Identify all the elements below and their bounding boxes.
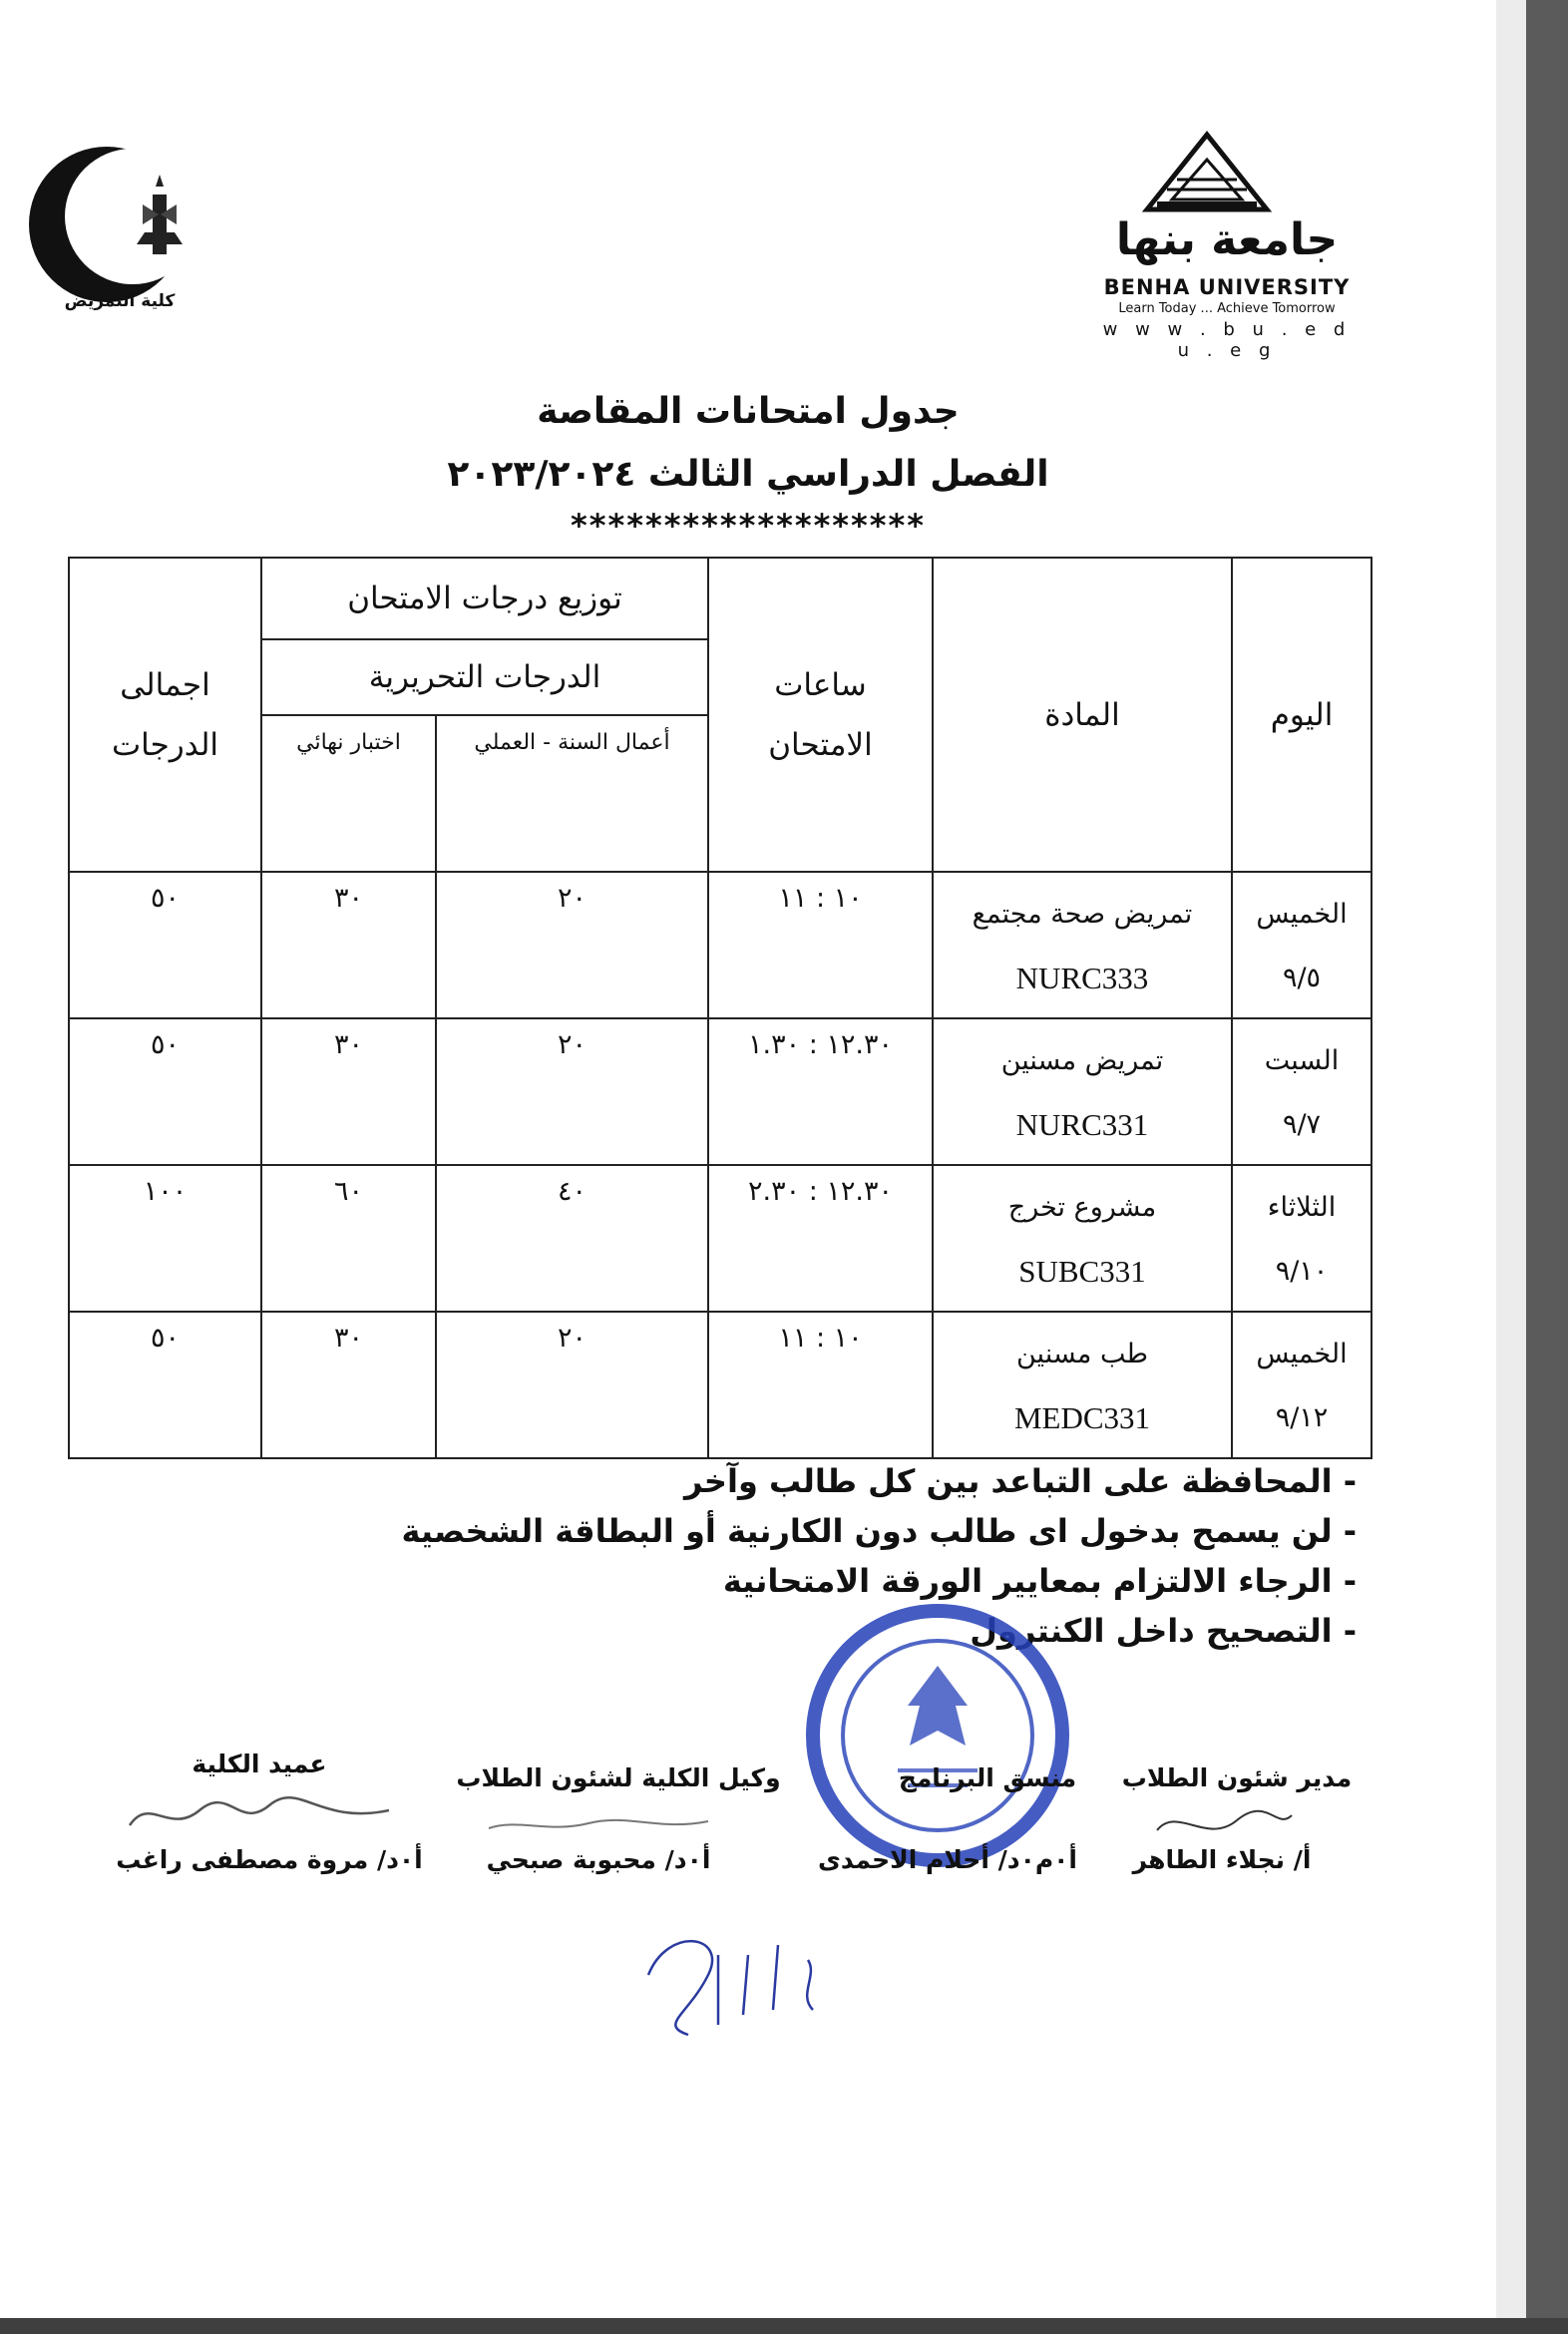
signature-title: مدير شئون الطلاب xyxy=(1121,1763,1353,1792)
signature-name: أ٠د/ محبوبة صبحي xyxy=(486,1845,711,1874)
cell-day xyxy=(1232,1312,1372,1458)
header-distribution: توزيع درجات الامتحان xyxy=(261,558,708,639)
cell-time: ١٠ : ١١ xyxy=(708,1312,933,1458)
day-name: الخميس xyxy=(1256,899,1348,930)
university-website: w w w . b u . e d u . e g xyxy=(1102,319,1352,361)
cell-subject xyxy=(933,1165,1232,1312)
instruction-item: - المحافظة على التباعد بين كل طالب وآخر xyxy=(684,1462,1357,1500)
header-hours-line1: ساعات xyxy=(774,666,867,703)
cell-subject xyxy=(933,1018,1232,1165)
header-exam-hours xyxy=(708,558,933,872)
page-title: جدول امتحانات المقاصة xyxy=(537,391,960,432)
header-year-work: أعمال السنة - العملي xyxy=(436,715,708,872)
header-total-line1: اجمالى xyxy=(120,666,210,703)
day-date: ٩/٧ xyxy=(1282,1109,1322,1140)
cell-day xyxy=(1232,1018,1372,1165)
university-motto: Learn Today ... Achieve Tomorrow xyxy=(1118,301,1336,316)
cell-final: ٦٠ xyxy=(261,1165,436,1312)
header-total-line2: الدرجات xyxy=(111,726,219,763)
table-row xyxy=(69,1165,1372,1312)
subject-name: تمريض مسنين xyxy=(1000,1045,1164,1076)
day-name: الثلاثاء xyxy=(1267,1192,1337,1223)
cell-final: ٣٠ xyxy=(261,1018,436,1165)
scan-margin xyxy=(1496,0,1526,2334)
cell-day xyxy=(1232,872,1372,1018)
handwritten-signature xyxy=(628,1915,838,2045)
header-written: الدرجات التحريرية xyxy=(261,639,708,715)
page-subtitle: الفصل الدراسي الثالث ٢٠٢٣/٢٠٢٤ xyxy=(447,454,1049,495)
handwritten-signature xyxy=(120,1785,399,1845)
subject-code: MEDC331 xyxy=(1013,1400,1151,1435)
cell-subject xyxy=(933,872,1232,1018)
header-total xyxy=(69,558,261,872)
header-subject: المادة xyxy=(933,558,1232,872)
scan-bottom-edge xyxy=(0,2318,1568,2334)
university-name-arabic: جامعة بنها xyxy=(1115,214,1339,265)
subject-name: تمريض صحة مجتمع xyxy=(972,899,1193,930)
cell-final: ٣٠ xyxy=(261,872,436,1018)
table-header-row xyxy=(69,558,1372,639)
faculty-caption: كلية التمريض xyxy=(64,291,176,311)
instruction-item: - التصحيح داخل الكنترول xyxy=(970,1612,1357,1650)
signature-name: أ٠م٠د/ أحلام الاحمدى xyxy=(817,1845,1077,1874)
cell-subject xyxy=(933,1312,1232,1458)
day-name: الخميس xyxy=(1256,1339,1348,1369)
title-stars: ******************* xyxy=(571,507,926,545)
cell-year-work: ٢٠ xyxy=(436,1018,708,1165)
scan-edge xyxy=(1526,0,1568,2334)
cell-total: ٥٠ xyxy=(69,1018,261,1165)
cell-time: ١٢.٣٠ : ٢.٣٠ xyxy=(708,1165,933,1312)
cell-total: ١٠٠ xyxy=(69,1165,261,1312)
signature-name: أ٠د/ مروة مصطفى راغب xyxy=(116,1845,423,1874)
header-final-exam: اختبار نهائي xyxy=(261,715,436,872)
subject-code: NURC333 xyxy=(1015,961,1149,995)
cell-day xyxy=(1232,1165,1372,1312)
subject-name: مشروع تخرج xyxy=(1007,1192,1157,1223)
cell-total: ٥٠ xyxy=(69,872,261,1018)
exam-schedule-table xyxy=(68,557,1372,1459)
signature-title: عميد الكلية xyxy=(192,1750,327,1778)
cell-total: ٥٠ xyxy=(69,1312,261,1458)
cell-final: ٣٠ xyxy=(261,1312,436,1458)
subject-code: SUBC331 xyxy=(1018,1254,1146,1289)
university-name-english: BENHA UNIVERSITY xyxy=(1103,275,1351,299)
signature-name: أ/ نجلاء الطاهر xyxy=(1132,1845,1312,1874)
instruction-item: - الرجاء الالتزام بمعايير الورقة الامتحانية xyxy=(722,1562,1357,1600)
instruction-item: - لن يسمح بدخول اى طالب دون الكارنية أو البطاقة الشخصية xyxy=(401,1512,1357,1550)
cell-year-work: ٢٠ xyxy=(436,872,708,1018)
day-date: ٩/١٠ xyxy=(1275,1256,1329,1287)
cell-year-work: ٤٠ xyxy=(436,1165,708,1312)
header-hours-line2: الامتحان xyxy=(768,726,873,763)
day-name: السبت xyxy=(1264,1045,1340,1076)
official-stamp xyxy=(768,1596,1087,1875)
day-date: ٩/١٢ xyxy=(1275,1402,1329,1433)
subject-name: طب مسنين xyxy=(1016,1339,1148,1369)
signature-title: منسق البرنامج xyxy=(898,1763,1077,1792)
cell-year-work: ٢٠ xyxy=(436,1312,708,1458)
cell-time: ١٠ : ١١ xyxy=(708,872,933,1018)
day-date: ٩/٥ xyxy=(1282,963,1322,993)
table-row xyxy=(69,1018,1372,1165)
handwritten-signature xyxy=(479,1803,718,1843)
table-row xyxy=(69,872,1372,1018)
subject-code: NURC331 xyxy=(1015,1107,1149,1142)
header-day: اليوم xyxy=(1232,558,1372,872)
handwritten-signature xyxy=(1147,1800,1297,1850)
table-row xyxy=(69,1312,1372,1458)
signature-title: وكيل الكلية لشئون الطلاب xyxy=(456,1763,781,1792)
cell-time: ١٢.٣٠ : ١.٣٠ xyxy=(708,1018,933,1165)
